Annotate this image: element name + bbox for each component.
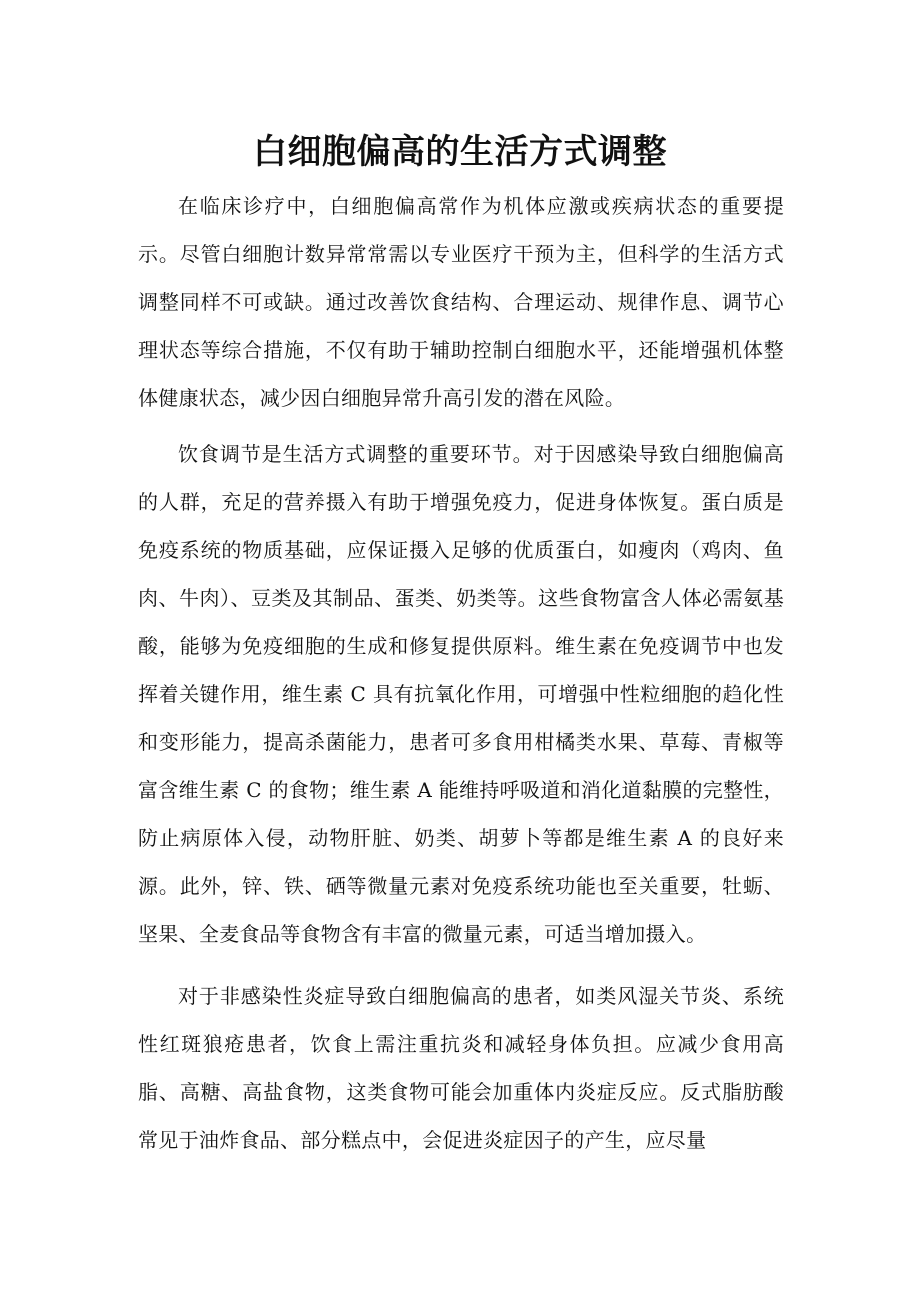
paragraph-intro: 在临床诊疗中，白细胞偏高常作为机体应激或疾病状态的重要提示。尽管白细胞计数异常常需以专业医疗干预为主，但科学的生活方式调整同样不可或缺。通过改善饮食结构、合理运动、规律作息、调节心理状态等综合措施，不仅有助于辅助控制白细胞水平，还能增强机体整体健康状态，减少因白细胞异常升高引发的潜在风险。 [138, 194, 784, 410]
paragraph-noninfectious: 对于非感染性炎症导致白细胞偏高的患者，如类风湿关节炎、系统性红斑狼疮患者，饮食上需注重抗炎和减轻身体负担。应减少食用高脂、高糖、高盐食物，这类食物可能会加重体内炎症反应。反式脂肪酸常见于油炸食品、部分糕点中，会促进炎症因子的产生，应尽量 [138, 984, 784, 1152]
paragraph-diet: 饮食调节是生活方式调整的重要环节。对于因感染导致白细胞偏高的人群，充足的营养摄入有助于增强免疫力，促进身体恢复。蛋白质是免疫系统的物质基础，应保证摄入足够的优质蛋白，如瘦肉（鸡肉、鱼肉、牛肉）、豆类及其制品、蛋类、奶类等。这些食物富含人体必需氨基酸，能够为免疫细胞的生成和修复提供原料。维生素在免疫调节中也发挥着关键作用，维生素 C 具有抗氧化作用，可增强中性粒细胞的趋化性和变形能力，提高杀菌能力，患者可多食用柑橘类水果、草莓、青椒等富含维生素 C 的食物；维生素 A 能维持呼吸道和消化道黏膜的完整性，防止病原体入侵，动物肝脏、奶类、胡萝卜等都是维生素 A 的良好来源。此外，锌、铁、硒等微量元素对免疫系统功能也至关重要，牡蛎、坚果、全麦食品等食物含有丰富的微量元素，可适当增加摄入。 [138, 442, 784, 946]
document-title: 白细胞偏高的生活方式调整 [253, 132, 667, 172]
document-body [138, 182, 784, 1164]
